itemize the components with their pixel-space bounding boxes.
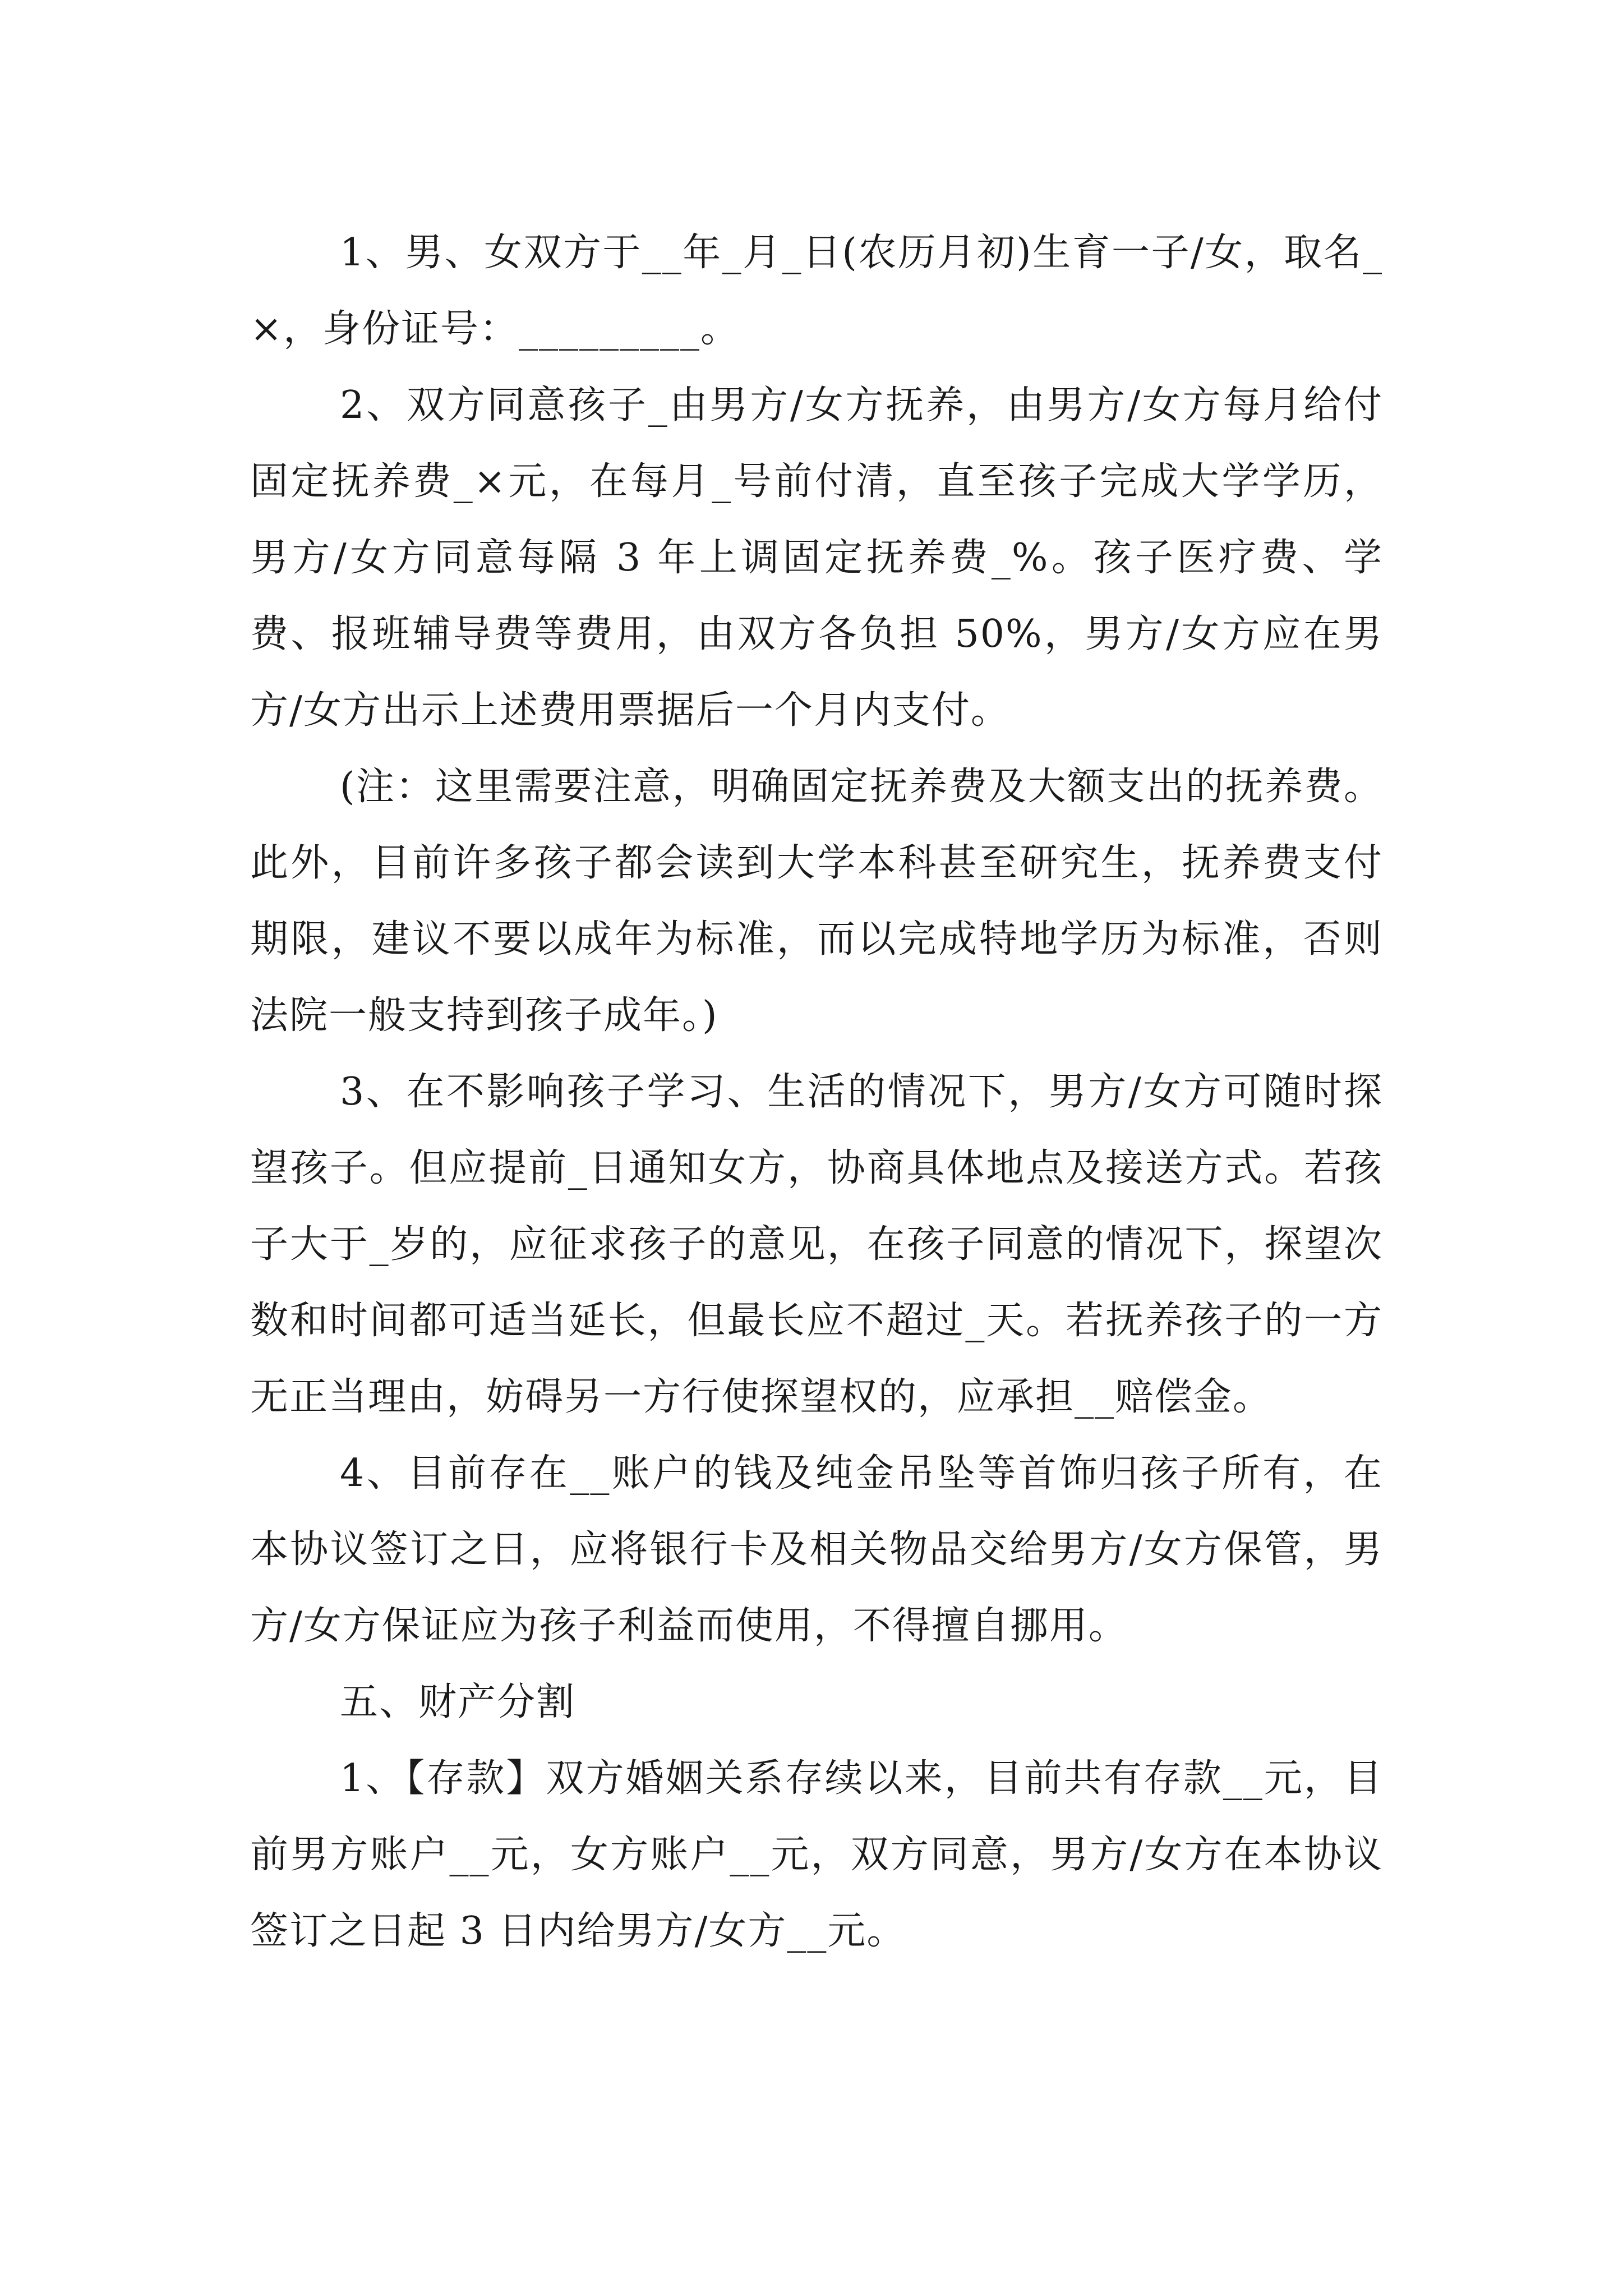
clause-note: (注：这里需要注意，明确固定抚养费及大额支出的抚养费。此外，目前许多孩子都会读到大学本科甚至研究生，抚养费支付期限，建议不要以成年为标准，而以完成特地学历为标准，否则法院一般支持到孩子成年。) — [250, 765, 1383, 1038]
clause-child-birth: 1、男、女双方于__年_月_日(农历月初)生育一子/女，取名_×，身份证号：_________。 — [250, 231, 1383, 351]
document-body — [250, 215, 1383, 1970]
clause-visitation: 3、在不影响孩子学习、生活的情况下，男方/女方可随时探望孩子。但应提前_日通知女方，协商具体地点及接送方式。若孩子大于_岁的，应征求孩子的意见，在孩子同意的情况下，探望次数和时间都可适当延长，但最长应不超过_天。若抚养孩子的一方无正当理由，妨碍另一方行使探望权的，应承担__赔偿金。 — [250, 1070, 1383, 1419]
clause-savings: 1、【存款】双方婚姻关系存续以来，目前共有存款__元，目前男方账户__元，女方账户__元，双方同意，男方/女方在本协议签订之日起 3 日内给男方/女方__元。 — [250, 1756, 1383, 1953]
section-heading-property-division: 五、财产分割 — [340, 1680, 576, 1724]
clause-custody-support: 2、双方同意孩子_由男方/女方抚养，由男方/女方每月给付固定抚养费_×元，在每月_号前付清，直至孩子完成大学学历，男方/女方同意每隔 3 年上调固定抚养费_%。孩子医疗费、学费、报班辅导费等费用，由双方各负担 50%，男方/女方应在男方/女方出示上述费用票据后一个月内支付。 — [250, 383, 1383, 733]
clause-child-assets: 4、目前存在__账户的钱及纯金吊坠等首饰归孩子所有，在本协议签订之日，应将银行卡及相关物品交给男方/女方保管，男方/女方保证应为孩子利益而使用，不得擅自挪用。 — [250, 1451, 1383, 1648]
